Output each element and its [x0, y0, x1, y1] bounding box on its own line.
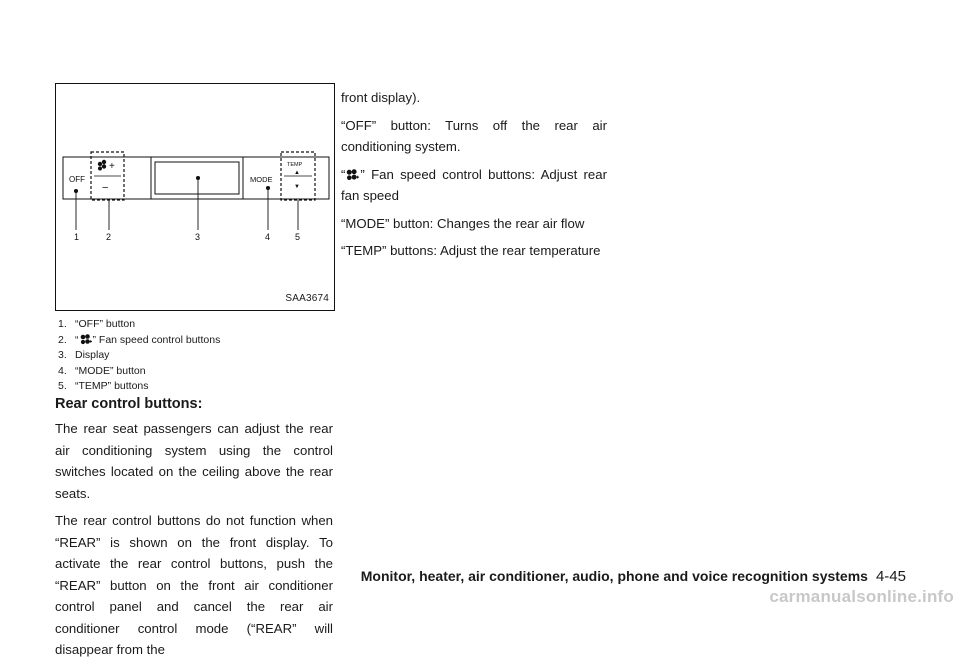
legend-number: 4. [58, 364, 67, 377]
panel-mode-label: MODE [250, 175, 273, 184]
off-description: “OFF” button: Turns off the rear air conditioning system. [341, 117, 607, 154]
panel-off-label: OFF [69, 175, 85, 184]
callout-4: 4 [265, 232, 271, 242]
legend-number: 2. [58, 333, 67, 346]
legend-text: Display [75, 349, 110, 362]
legend-item [58, 379, 328, 395]
figure-code: SAA3674 [285, 293, 329, 304]
callout-2: 2 [106, 232, 112, 242]
legend-fan-text: ” Fan speed control buttons [92, 333, 221, 346]
fan-quote-open: “ [341, 166, 346, 182]
paragraph-continuation: front display). [341, 90, 421, 105]
legend-number: 3. [58, 349, 67, 362]
right-column-text [341, 87, 607, 268]
legend-quote-open: “ [75, 333, 79, 346]
control-panel-diagram [56, 84, 336, 312]
temp-description: “TEMP” buttons: Adjust the rear temperature [341, 243, 601, 258]
legend-item [58, 348, 328, 364]
watermark: carmanualsonline.info [769, 587, 954, 606]
legend-text: “TEMP” buttons [75, 380, 149, 393]
fan-icon [80, 334, 92, 345]
legend-item [58, 333, 328, 349]
legend-text: “MODE” button [75, 364, 146, 377]
legend-number: 1. [58, 318, 67, 330]
page-footer [361, 568, 906, 585]
panel-temp-up-icon: ▲ [294, 170, 300, 176]
left-column-text [55, 418, 333, 667]
legend-text: “OFF” button [75, 318, 136, 330]
fan-description [341, 164, 607, 207]
callout-5: 5 [295, 232, 301, 242]
legend-text [75, 333, 220, 349]
panel-fan-icon [98, 160, 106, 171]
legend-item [58, 317, 328, 333]
panel-fan-minus: − [102, 182, 109, 194]
paragraph: The rear control buttons do not function when “REAR” is shown on the front display. To activate the rear control buttons, push the “REAR” button on the front air conditioner control panel and cancel the rear air conditioner control mode (“REAR” will disappear from the [55, 513, 333, 657]
callout-3: 3 [195, 232, 201, 242]
fan-description-text: ” Fan speed control buttons: Adjust rear fan speed [341, 166, 607, 203]
panel-temp-label: TEMP [287, 162, 303, 168]
fan-icon [346, 169, 359, 181]
panel-fan-plus: + [109, 161, 115, 172]
section-heading: Rear control buttons: [55, 396, 203, 412]
chapter-title: Monitor, heater, air conditioner, audio, phone and voice recognition systems [360, 568, 868, 584]
mode-description: “MODE” button: Changes the rear air flow [341, 215, 585, 231]
legend-number: 5. [58, 380, 67, 393]
figure-legend [58, 317, 328, 395]
page-number: 4-45 [875, 568, 906, 585]
legend-item [58, 364, 328, 380]
callout-1: 1 [74, 232, 80, 242]
control-panel-figure [55, 83, 335, 311]
panel-temp-down-icon: ▼ [294, 184, 300, 190]
paragraph: The rear seat passengers can adjust the rear air conditioning system using the control switches located on the ceiling above the rear seats. [55, 421, 333, 501]
